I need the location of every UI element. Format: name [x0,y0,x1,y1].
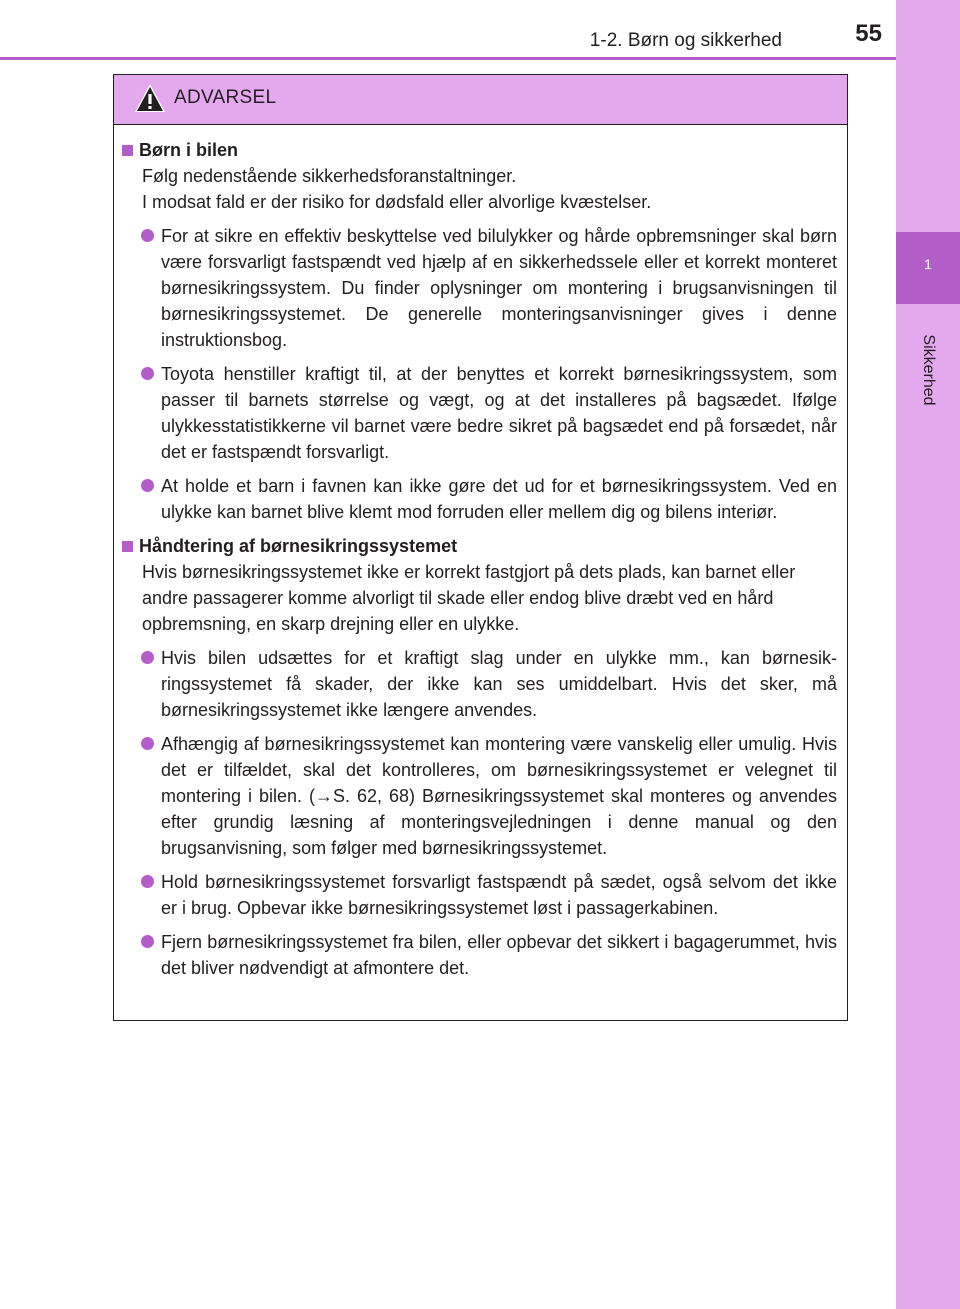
bullet-text: Toyota henstiller kraftigt til, at der benyttes et korrekt børnesikringssystem, som passer til barnets størrelse og vægt, og at det installeres på bagsædet. Ifølge ulykkesstatistikkerne vil barnet være bedre sikret på bagsædet end på forsædet, når det er fastspændt forsvarligt. [161,364,837,462]
warning-triangle-icon [134,83,166,113]
side-strip [896,0,960,1309]
page-number: 55 [855,20,882,47]
round-bullet-icon [141,875,154,888]
chapter-number: 1 [924,256,932,272]
bullet-item [122,473,839,525]
round-bullet-icon [141,651,154,664]
bullet-item [122,223,839,353]
section-intro: Følg nedenstående sikkerhedsforanstaltninger. I modsat fald er der risiko for dødsfald eller alvorlige kvæstelser. [142,166,652,212]
bullet-text: Fjern børnesikringssystemet fra bilen, eller opbevar det sikkert i bagagerummet, hvis det bliver nødvendigt at afmontere det. [161,932,837,978]
warning-section [122,137,839,525]
bullet-item [122,731,839,861]
bullet-text: At holde et barn i favnen kan ikke gøre det ud for et børnesikringssystem. Ved en ulykke kan barnet blive klemt mod forruden eller mellem dig og bilens interiør. [161,476,837,522]
bullet-item [122,361,839,465]
section-title: 1-2. Børn og sikkerhed [589,30,782,51]
square-bullet-icon [122,541,133,552]
bullet-text: Hold børnesikringssystemet forsvarligt fastspændt på sædet, også selvom det ikke er i brug. Opbevar ikke børnesikringssystemet løst i passagerkabinen. [161,872,837,918]
section-heading-text: Håndtering af børnesikringssystemet [139,536,458,556]
bullet-text: Afhængig af børnesikringssystemet kan montering være vanskelig eller umulig. Hvis det er tilfældet, skal det kontrolleres, om børnesikringssystemet er velegnet til montering i bilen. (→S. 62, 68) Børnesikringssystemet skal monteres og anvendes efter grundig læsning af monteringsvejledningen i denne manual og den brugsanvisning, som følger med børnesikringssystemet. [161,734,837,858]
header-rule [0,57,896,60]
round-bullet-icon [141,737,154,750]
round-bullet-icon [141,367,154,380]
warning-section [122,533,839,981]
bullet-text: For at sikre en effektiv beskyttelse ved bilulykker og hårde opbremsninger skal børn være forsvarligt fastspændt ved hjælp af en sikkerhedssele eller et korrekt monteret børnesikringssystem. Du finder oplysninger om montering i brugsanvisningen til børnesikringssystemet. De generelle monteringsanvisninger gives i denne instruktionsbog. [161,226,837,350]
bullet-item [122,645,839,723]
warning-title: ADVARSEL [174,87,277,108]
warning-box [113,74,848,1021]
round-bullet-icon [141,935,154,948]
square-bullet-icon [122,145,133,156]
warning-header [114,75,847,125]
bullet-text: Hvis bilen udsættes for et kraftigt slag under en ulykke mm., kan børnesikringssystemet få skader, der ikke kan ses umiddelbart. Hvis det sker, må børnesikringssystemet ikke længere anvendes. [161,648,837,720]
section-heading [122,137,839,163]
round-bullet-icon [141,229,154,242]
warning-body [114,125,847,981]
section-heading-text: Børn i bilen [139,140,238,160]
bullet-item [122,929,839,981]
section-intro: Hvis børnesikringssystemet ikke er korrekt fastgjort på dets plads, kan barnet eller andre passagerer komme alvorligt til skade eller endog blive dræbt ved en hård opbremsning, en skarp drejning eller en ulykke. [142,562,796,634]
round-bullet-icon [141,479,154,492]
bullet-item [122,869,839,921]
section-heading [122,533,839,559]
chapter-label: Sikkerhed [920,334,937,406]
